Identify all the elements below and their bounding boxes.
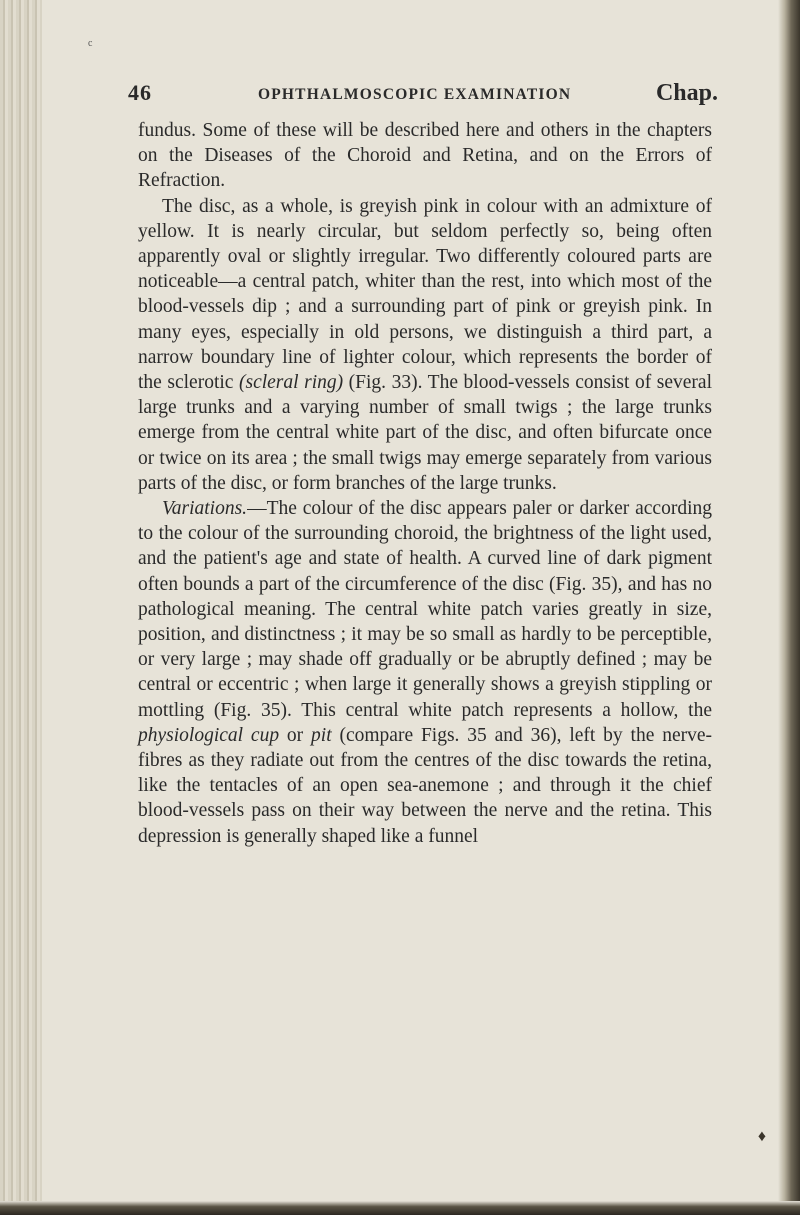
running-head [128, 80, 718, 120]
paragraph-1: fundus. Some of these will be described here and others in the chapters on the Diseases of the Choroid and Retina, and on the Errors of Refraction. [138, 120, 712, 192]
chapter-label: Chap. [655, 80, 718, 106]
paragraph-2-text-a: The disc, as a whole, is greyish pink in colour with an admixture of yellow. It is nearly circular, but seldom perfectly so, being often apparently oval or slightly irregular. Two differently coloured parts are noticeable—a central patch, whiter than the rest, into which most of the blood-vessels dip ; and a surrounding part of pink or greyish pink. In many eyes, especially in old persons, we distinguish a third part, a narrow boundary line of lighter colour, which represents the border of the sclerotic [138, 195, 712, 394]
margin-ornament-icon: ♦ [757, 1128, 766, 1145]
book-gutter [0, 0, 42, 1215]
paragraph-3 [138, 496, 712, 849]
pit-term: pit [311, 724, 332, 746]
paragraph-3-text-a: —The colour of the disc appears paler or darker according to the colour of the surrounding choroid, the brightness of the light used, and the patient's age and state of health. A curved line of dark pigment often bounds a part of the circumference of the disc (Fig. 35), and has no pathological meaning. The central white patch varies greatly in size, position, and distinctness ; it may be so small as hardly to be perceptible, or very large ; may shade off gradually or be abruptly defined ; may be central or eccentric ; when large it generally shows a greyish stippling or mottling (Fig. 35). This central white patch represents a hollow, the [138, 498, 712, 721]
paragraph-2-text-b: (Fig. 33). The blood-vessels consist of several large trunks and a varying number of small twigs ; the large trunks emerge from the central white part of the disc, and often bifurcate once or twice on its area ; the small twigs may emerge separately from various parts of the disc, or form branches of the large trunks. [138, 372, 712, 494]
running-title: OPHTHALMOSCOPIC EXAMINATION [258, 86, 572, 103]
paragraph-3-text-b: (compare Figs. 35 and 36), left by the nerve-fibres as they radiate out from the centres of the disc towards the retina, like the tentacles of an open sea-anemone ; and through it the chief blood-vessels pass on their way between the nerve and the retina. This depression is generally shaped like a funnel [138, 724, 712, 847]
paragraph-3-or: or [279, 724, 312, 746]
page-edge-shadow [778, 0, 800, 1215]
scleral-ring-term: (scleral ring) [238, 372, 344, 394]
corner-mark: c [88, 38, 93, 49]
page-number: 46 [128, 80, 152, 105]
physiological-cup-term: physiological cup [138, 724, 280, 746]
page-bottom-edge [0, 1201, 800, 1215]
variations-heading: Variations. [162, 498, 248, 520]
paragraph-2 [138, 194, 712, 496]
body-text [138, 118, 712, 849]
